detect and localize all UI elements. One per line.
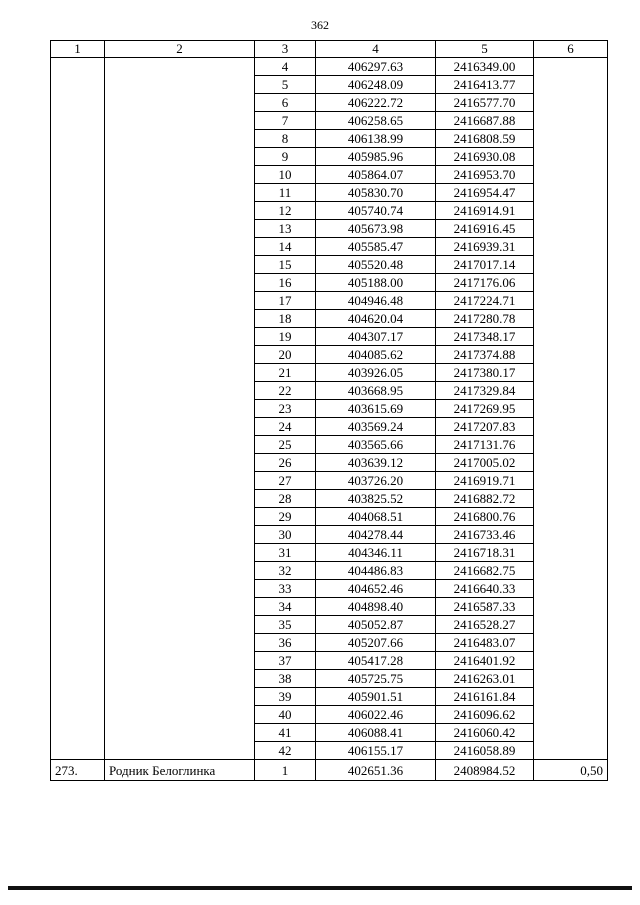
table-row <box>51 58 608 76</box>
point-number-cell: 9 <box>255 148 316 166</box>
header-col-6: 6 <box>534 41 608 58</box>
point-number-cell: 1 <box>255 760 316 781</box>
point-number-cell: 15 <box>255 256 316 274</box>
x-coordinate-cell: 405520.48 <box>316 256 436 274</box>
point-number-cell: 28 <box>255 490 316 508</box>
page-number: 362 <box>311 18 329 32</box>
point-number-cell: 7 <box>255 112 316 130</box>
y-coordinate-cell: 2417380.17 <box>436 364 534 382</box>
x-coordinate-cell: 405830.70 <box>316 184 436 202</box>
point-number-cell: 5 <box>255 76 316 94</box>
point-number-cell: 20 <box>255 346 316 364</box>
coordinates-table <box>50 40 608 781</box>
y-coordinate-cell: 2416058.89 <box>436 742 534 760</box>
y-coordinate-cell: 2416939.31 <box>436 238 534 256</box>
x-coordinate-cell: 406138.99 <box>316 130 436 148</box>
area-cell: 0,50 <box>534 760 608 781</box>
x-coordinate-cell: 403569.24 <box>316 418 436 436</box>
y-coordinate-cell: 2416096.62 <box>436 706 534 724</box>
point-number-cell: 31 <box>255 544 316 562</box>
y-coordinate-cell: 2416401.92 <box>436 652 534 670</box>
y-coordinate-cell: 2417207.83 <box>436 418 534 436</box>
point-number-cell: 34 <box>255 598 316 616</box>
y-coordinate-cell: 2416733.46 <box>436 526 534 544</box>
y-coordinate-cell: 2417348.17 <box>436 328 534 346</box>
point-number-cell: 4 <box>255 58 316 76</box>
y-coordinate-cell: 2417374.88 <box>436 346 534 364</box>
x-coordinate-cell: 404085.62 <box>316 346 436 364</box>
point-number-cell: 35 <box>255 616 316 634</box>
y-coordinate-cell: 2417280.78 <box>436 310 534 328</box>
x-coordinate-cell: 403825.52 <box>316 490 436 508</box>
y-coordinate-cell: 2416577.70 <box>436 94 534 112</box>
x-coordinate-cell: 406022.46 <box>316 706 436 724</box>
header-col-5: 5 <box>436 41 534 58</box>
x-coordinate-cell: 404620.04 <box>316 310 436 328</box>
y-coordinate-cell: 2416914.91 <box>436 202 534 220</box>
point-number-cell: 39 <box>255 688 316 706</box>
merged-empty-cell-col-2 <box>105 58 255 760</box>
point-number-cell: 37 <box>255 652 316 670</box>
y-coordinate-cell: 2416349.00 <box>436 58 534 76</box>
x-coordinate-cell: 404898.40 <box>316 598 436 616</box>
x-coordinate-cell: 403668.95 <box>316 382 436 400</box>
bottom-rule <box>8 886 632 890</box>
y-coordinate-cell: 2416808.59 <box>436 130 534 148</box>
x-coordinate-cell: 404307.17 <box>316 328 436 346</box>
x-coordinate-cell: 406155.17 <box>316 742 436 760</box>
x-coordinate-cell: 404486.83 <box>316 562 436 580</box>
y-coordinate-cell: 2416263.01 <box>436 670 534 688</box>
y-coordinate-cell: 2416916.45 <box>436 220 534 238</box>
point-number-cell: 8 <box>255 130 316 148</box>
x-coordinate-cell: 406088.41 <box>316 724 436 742</box>
object-name-cell: Родник Белоглинка <box>105 760 255 781</box>
header-col-4: 4 <box>316 41 436 58</box>
y-coordinate-cell: 2417176.06 <box>436 274 534 292</box>
x-coordinate-cell: 405673.98 <box>316 220 436 238</box>
y-coordinate-cell: 2416640.33 <box>436 580 534 598</box>
x-coordinate-cell: 406297.63 <box>316 58 436 76</box>
y-coordinate-cell: 2416919.71 <box>436 472 534 490</box>
table-row-273 <box>51 760 608 781</box>
point-number-cell: 42 <box>255 742 316 760</box>
point-number-cell: 23 <box>255 400 316 418</box>
y-coordinate-cell: 2417017.14 <box>436 256 534 274</box>
point-number-cell: 6 <box>255 94 316 112</box>
y-coordinate-cell: 2416718.31 <box>436 544 534 562</box>
x-coordinate-cell: 405901.51 <box>316 688 436 706</box>
y-coordinate-cell: 2416930.08 <box>436 148 534 166</box>
point-number-cell: 38 <box>255 670 316 688</box>
y-coordinate-cell: 2417269.95 <box>436 400 534 418</box>
x-coordinate-cell: 405207.66 <box>316 634 436 652</box>
x-coordinate-cell: 402651.36 <box>316 760 436 781</box>
point-number-cell: 36 <box>255 634 316 652</box>
point-number-cell: 14 <box>255 238 316 256</box>
x-coordinate-cell: 405188.00 <box>316 274 436 292</box>
point-number-cell: 32 <box>255 562 316 580</box>
point-number-cell: 27 <box>255 472 316 490</box>
point-number-cell: 25 <box>255 436 316 454</box>
x-coordinate-cell: 404946.48 <box>316 292 436 310</box>
y-coordinate-cell: 2416060.42 <box>436 724 534 742</box>
x-coordinate-cell: 405740.74 <box>316 202 436 220</box>
y-coordinate-cell: 2416800.76 <box>436 508 534 526</box>
x-coordinate-cell: 403726.20 <box>316 472 436 490</box>
point-number-cell: 40 <box>255 706 316 724</box>
x-coordinate-cell: 405725.75 <box>316 670 436 688</box>
y-coordinate-cell: 2416161.84 <box>436 688 534 706</box>
x-coordinate-cell: 403926.05 <box>316 364 436 382</box>
y-coordinate-cell: 2416587.33 <box>436 598 534 616</box>
y-coordinate-cell: 2416413.77 <box>436 76 534 94</box>
y-coordinate-cell: 2416682.75 <box>436 562 534 580</box>
x-coordinate-cell: 405417.28 <box>316 652 436 670</box>
point-number-cell: 16 <box>255 274 316 292</box>
x-coordinate-cell: 404652.46 <box>316 580 436 598</box>
object-number-cell: 273. <box>51 760 105 781</box>
x-coordinate-cell: 405585.47 <box>316 238 436 256</box>
table-header-row <box>51 41 608 58</box>
point-number-cell: 21 <box>255 364 316 382</box>
point-number-cell: 12 <box>255 202 316 220</box>
x-coordinate-cell: 405985.96 <box>316 148 436 166</box>
y-coordinate-cell: 2417329.84 <box>436 382 534 400</box>
x-coordinate-cell: 403639.12 <box>316 454 436 472</box>
x-coordinate-cell: 404068.51 <box>316 508 436 526</box>
merged-empty-cell-col-1 <box>51 58 105 760</box>
x-coordinate-cell: 406258.65 <box>316 112 436 130</box>
point-number-cell: 19 <box>255 328 316 346</box>
y-coordinate-cell: 2416953.70 <box>436 166 534 184</box>
y-coordinate-cell: 2417131.76 <box>436 436 534 454</box>
y-coordinate-cell: 2416954.47 <box>436 184 534 202</box>
header-col-1: 1 <box>51 41 105 58</box>
x-coordinate-cell: 405052.87 <box>316 616 436 634</box>
x-coordinate-cell: 405864.07 <box>316 166 436 184</box>
header-col-2: 2 <box>105 41 255 58</box>
point-number-cell: 41 <box>255 724 316 742</box>
merged-empty-cell-col-6 <box>534 58 608 760</box>
point-number-cell: 33 <box>255 580 316 598</box>
x-coordinate-cell: 403615.69 <box>316 400 436 418</box>
y-coordinate-cell: 2417005.02 <box>436 454 534 472</box>
point-number-cell: 18 <box>255 310 316 328</box>
point-number-cell: 26 <box>255 454 316 472</box>
x-coordinate-cell: 406248.09 <box>316 76 436 94</box>
y-coordinate-cell: 2416483.07 <box>436 634 534 652</box>
y-coordinate-cell: 2416528.27 <box>436 616 534 634</box>
point-number-cell: 13 <box>255 220 316 238</box>
point-number-cell: 17 <box>255 292 316 310</box>
x-coordinate-cell: 406222.72 <box>316 94 436 112</box>
point-number-cell: 29 <box>255 508 316 526</box>
x-coordinate-cell: 404278.44 <box>316 526 436 544</box>
x-coordinate-cell: 404346.11 <box>316 544 436 562</box>
x-coordinate-cell: 403565.66 <box>316 436 436 454</box>
y-coordinate-cell: 2408984.52 <box>436 760 534 781</box>
y-coordinate-cell: 2416687.88 <box>436 112 534 130</box>
point-number-cell: 11 <box>255 184 316 202</box>
header-col-3: 3 <box>255 41 316 58</box>
point-number-cell: 24 <box>255 418 316 436</box>
y-coordinate-cell: 2417224.71 <box>436 292 534 310</box>
y-coordinate-cell: 2416882.72 <box>436 490 534 508</box>
point-number-cell: 10 <box>255 166 316 184</box>
point-number-cell: 22 <box>255 382 316 400</box>
point-number-cell: 30 <box>255 526 316 544</box>
